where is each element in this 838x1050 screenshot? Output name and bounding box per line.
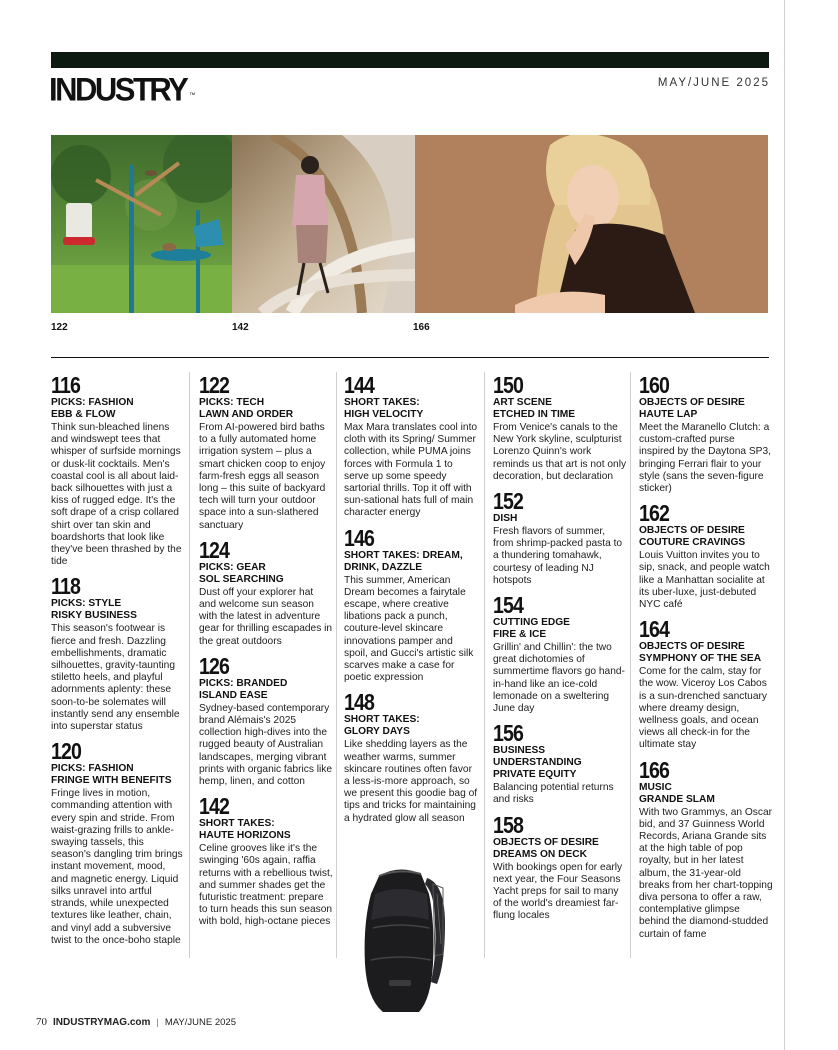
- page-number: 158: [493, 811, 524, 838]
- section-label: PICKS: GEAR: [199, 561, 266, 573]
- toc-entry[interactable]: [199, 794, 333, 928]
- article-title: HAUTE LAP: [639, 409, 698, 420]
- section-label: MUSIC: [639, 781, 672, 793]
- article-description: Balancing potential returns and risks: [493, 782, 614, 806]
- page-number: 116: [51, 372, 80, 398]
- section-label: PICKS: FASHION: [51, 763, 134, 775]
- page-number: 148: [344, 689, 375, 716]
- folio-number: 70: [36, 1016, 47, 1028]
- page-number: 146: [344, 524, 375, 551]
- article-title: LAWN AND ORDER: [199, 409, 294, 420]
- section-label: OBJECTS OF DESIRE: [639, 397, 745, 408]
- footer-separator: |: [156, 1017, 159, 1028]
- page-number: 122: [199, 372, 230, 398]
- section-label: PICKS: STYLE: [51, 598, 122, 610]
- page-number: 160: [639, 372, 670, 398]
- column-divider: [484, 372, 485, 958]
- page-number: 156: [493, 720, 524, 747]
- toc-entry[interactable]: [639, 501, 773, 611]
- article-title: UNDERSTANDING PRIVATE EQUITY: [493, 757, 582, 781]
- page-number: 126: [199, 652, 230, 679]
- issue-date: MAY/JUNE 2025: [657, 77, 770, 89]
- photo-strip: [51, 135, 768, 313]
- page-number: 162: [639, 500, 670, 527]
- article-description: Celine grooves like it's the swinging '60s again, raffia returns with a rebellious twist, and summer shades get the futuristic treatment: prepare to turn heads this sun season with bold, high-octane pieces: [199, 843, 333, 928]
- toc-entry[interactable]: [639, 617, 773, 751]
- section-label: PICKS: TECH: [199, 397, 265, 408]
- section-label: ART SCENE: [493, 397, 552, 408]
- article-title: ETCHED IN TIME: [493, 409, 576, 420]
- section-label: BUSINESS: [493, 745, 546, 757]
- column-divider: [336, 372, 337, 958]
- page-number: 150: [493, 372, 524, 398]
- page-number: 144: [344, 372, 375, 398]
- toc-entry[interactable]: [199, 538, 333, 648]
- article-description: Sydney-based contemporary brand Alémais's 2025 collection high-dives into the rugged beauty of Australian landscapes, merging vibrant prints with organic fabrics like hemp, linen, and cotton: [199, 702, 333, 788]
- toc-entry[interactable]: [639, 758, 773, 941]
- toc-entry[interactable]: [199, 654, 333, 788]
- article-title: DREAMS ON DECK: [493, 848, 587, 860]
- toc-entry[interactable]: [493, 373, 627, 483]
- section-label: SHORT TAKES:: [344, 397, 420, 408]
- toc-column-1: [51, 373, 185, 953]
- section-label: PICKS: FASHION: [51, 397, 134, 408]
- page-number: 154: [493, 592, 524, 619]
- header-bar: [51, 52, 769, 68]
- toc-column-3: [344, 373, 478, 831]
- section-label: DISH: [493, 513, 518, 525]
- article-description: This summer, American Dream becomes a fairytale escape, where creative libations pack a punch, couture-level skincare innovations pamper and spoil, and Gucci's artistic silk scarves make a case for poetic expression: [344, 574, 474, 684]
- photo-caption: 166: [413, 322, 430, 333]
- article-title: FRINGE WITH BENEFITS: [51, 775, 172, 787]
- toc-entry[interactable]: [199, 373, 333, 532]
- website-link[interactable]: INDUSTRYMAG.com: [53, 1017, 151, 1028]
- photo-caption: 122: [51, 322, 68, 333]
- toc-entry[interactable]: [344, 690, 478, 824]
- toc-entry[interactable]: [51, 574, 185, 733]
- section-label: SHORT TAKES:: [199, 818, 275, 830]
- article-description: This season's footwear is fierce and fresh. Dazzling embellishments, dramatic silhouettes, gravity-taunting stiletto heels, and playful adornments aplenty: these soon-to-be solemates will instantly send any ensemble into superstar status: [51, 623, 180, 733]
- section-label: SHORT TAKES: DREAM,: [344, 549, 463, 561]
- article-title: SOL SEARCHING: [199, 573, 284, 585]
- article-title: DRINK, DAZZLE: [344, 561, 423, 573]
- toc-entry[interactable]: [344, 526, 478, 685]
- backpack-image: [349, 864, 451, 1016]
- toc-entry[interactable]: [493, 489, 627, 587]
- article-title: SYMPHONY OF THE SEA: [639, 653, 762, 665]
- article-description: Max Mara translates cool into cloth with its Spring/ Summer collection, while PUMA joins forces with Formula 1 to serve up some speedy sartorial thrills. Top it off with sun-sational hats full of main character energy: [344, 422, 478, 519]
- section-label: SHORT TAKES:: [344, 714, 420, 726]
- photo-portrait: [415, 135, 768, 313]
- article-title: RISKY BUSINESS: [51, 610, 137, 622]
- page-number: 124: [199, 536, 230, 563]
- article-title: FIRE & ICE: [493, 629, 547, 641]
- toc-entry[interactable]: [493, 721, 627, 806]
- photo-bird-feeders: [51, 135, 232, 313]
- page-number: 120: [51, 738, 82, 765]
- article-description: Think sun-bleached linens and windswept tees that whisper of surfside mornings or dusk-lit cocktails. Men's coastal cool is all about laid-back silhouettes with just a kiss of rugged edge. It's the soft drape of a crisp collared shirt over tan skin and boardshorts that look like they've been thrashed by the tide: [51, 422, 182, 568]
- article-description: Louis Vuitton invites you to sip, snack, and people watch like a Manhattan socialite at its uber-luxe, just-debuted NYC café: [639, 550, 770, 611]
- section-label: OBJECTS OF DESIRE: [639, 641, 745, 653]
- page-number: 164: [639, 616, 670, 643]
- section-label: CUTTING EDGE: [493, 617, 570, 629]
- photo-staircase: [232, 135, 415, 313]
- article-description: Meet the Maranello Clutch: a custom-crafted purse inspired by the Daytona SP3, bringing Ferrari flair to your style (sans the seven-figure sticker): [639, 422, 771, 495]
- toc-entry[interactable]: [344, 373, 478, 520]
- page-number: 166: [639, 756, 670, 783]
- article-title: GRANDE SLAM: [639, 793, 715, 805]
- article-description: From AI-powered bird baths to a fully automated home irrigation system – plus a smart chicken coop to enjoy farm-fresh eggs all season long – this suite of backyard tech will turn your outdoor space into a sun-slathered sanctuary: [199, 422, 326, 531]
- toc-entry[interactable]: [639, 373, 773, 495]
- article-description: Fringe lives in motion, commanding attention with every spin and stride. From waist-grazing frills to ankle-swaying tassels, this season's dangling trim brings instant movement, mood, and magnetic energy. Liquid silks unravel into artful strands, while unexpected textures like leather, chain, and vinyl add a subversive twist to the once-boho staple: [51, 788, 183, 946]
- toc-column-5: [639, 373, 773, 947]
- article-description: Fresh flavors of summer, from shrimp-packed pasta to a thundering tomahawk, courtesy of leading NJ hotspots: [493, 526, 623, 586]
- section-label: OBJECTS OF DESIRE: [639, 525, 745, 537]
- article-title: COUTURE CRAVINGS: [639, 537, 746, 549]
- magazine-logo: INDUSTRY ™: [49, 71, 196, 108]
- article-description: Like shedding layers as the weather warms, summer skincare routines often favor a less-is-more approach, so we present this goodie bag of tips and tricks for maintaining a hydrated glow all season: [344, 739, 478, 824]
- section-label: PICKS: BRANDED: [199, 677, 288, 689]
- article-description: Come for the calm, stay for the wow. Viceroy Los Cabos is a sun-drenched sanctuary where dreamy design, wellness goals, and ocean views all check-in for the ultimate stay: [639, 666, 767, 751]
- article-description: Grillin' and Chillin': the two great dichotomies of summertime flavors go hand-in-hand like an ice-cold lemonade on a sweltering June day: [493, 642, 625, 715]
- toc-entry[interactable]: [51, 739, 185, 947]
- article-title: GLORY DAYS: [344, 726, 410, 738]
- article-title: ISLAND EASE: [199, 689, 268, 701]
- column-divider: [630, 372, 631, 958]
- page-number: 118: [51, 573, 80, 600]
- article-description: With bookings open for early next year, the Four Seasons Yacht preps for sail to many of the world's dreamiest far-flung locales: [493, 861, 623, 922]
- page-number: 142: [199, 793, 230, 820]
- footer-issue-date: MAY/JUNE 2025: [164, 1017, 236, 1028]
- column-divider: [189, 372, 190, 958]
- toc-entry[interactable]: [51, 373, 185, 568]
- article-description: Dust off your explorer hat and welcome sun season with the latest in adventure gear for thrilling escapades in the great outdoors: [199, 586, 333, 647]
- section-label: OBJECTS OF DESIRE: [493, 836, 599, 848]
- toc-column-4: [493, 373, 627, 929]
- toc-entry[interactable]: [493, 813, 627, 923]
- article-title: EBB & FLOW: [51, 409, 116, 420]
- page-edge-rule: [784, 0, 785, 1050]
- page-number: 152: [493, 488, 524, 515]
- toc-column-2: [199, 373, 333, 935]
- article-title: HAUTE HORIZONS: [199, 830, 291, 842]
- trademark-mark: ™: [189, 93, 196, 100]
- article-description: With two Grammys, an Oscar bid, and 37 Guinness World Records, Ariana Grande sits at the high table of pop royalty, but in her latest album, the 31-year-old breaks from her chart-topping diva persona to offer a raw, contemplative glimpse behind the diamond-studded curtain of fame: [639, 806, 773, 940]
- article-description: From Venice's canals to the New York skyline, sculpturist Lorenzo Quinn's work reminds us that art is not only decoration, but declaration: [493, 422, 627, 482]
- photo-caption: 142: [232, 322, 249, 333]
- article-title: HIGH VELOCITY: [344, 409, 424, 420]
- toc-entry[interactable]: [493, 593, 627, 715]
- section-rule: [51, 357, 769, 358]
- page-footer: [36, 1016, 236, 1028]
